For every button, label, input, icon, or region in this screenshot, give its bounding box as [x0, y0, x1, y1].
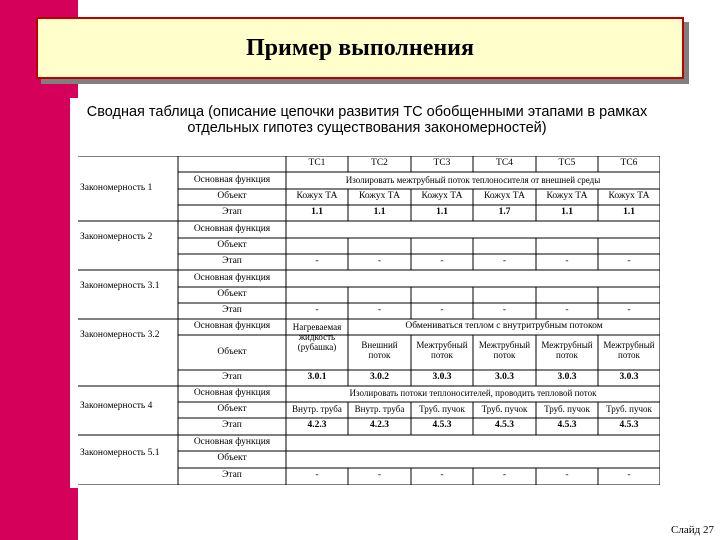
row-label-function: Основная функция [193, 224, 271, 234]
law32-object [536, 340, 598, 360]
law32-object [286, 322, 348, 352]
law2-stage: - [502, 256, 507, 266]
law32-object-line: поток [618, 350, 640, 360]
law32-object-line: Внешний [361, 340, 398, 350]
law2-stage: - [565, 256, 569, 266]
law2-stage: - [440, 256, 444, 266]
law51-stage: - [565, 470, 569, 480]
law32-object-line: Межтрубный [603, 340, 655, 350]
column-header: ТС1 [308, 158, 326, 168]
law-label: Закономерность 3.2 [80, 330, 160, 340]
law4-stage: 4.2.3 [307, 420, 327, 430]
law32-stage: 3.0.3 [619, 372, 639, 382]
law32-object [473, 340, 536, 360]
row-label-function: Основная функция [193, 321, 271, 331]
row-label-function: Основная функция [193, 437, 271, 447]
row-label-stage: Этап [222, 420, 242, 430]
law31-stage: - [377, 305, 382, 315]
law32-function: Обмениваться теплом с внутритрубным потоком [405, 321, 603, 331]
law-label: Закономерность 5.1 [80, 448, 160, 458]
law31-stage: - [627, 305, 631, 315]
law1-stage: 1.1 [311, 207, 323, 217]
law4-stage: 4.2.3 [370, 420, 389, 430]
slide-number: Слайд 27 [671, 524, 714, 536]
row-label-function: Основная функция [193, 388, 271, 398]
law1-stage: 1.1 [561, 207, 573, 217]
law1-object: Кожух ТА [608, 191, 650, 201]
law1-object: Кожух ТА [358, 191, 400, 201]
law1-stage: 1.7 [498, 207, 511, 217]
row-label-object: Объект [217, 453, 247, 463]
row-label-stage: Этап [222, 305, 242, 315]
row-label-object: Объект [217, 404, 247, 414]
law4-object: Труб. пучок [419, 404, 465, 414]
column-header: ТС4 [496, 158, 513, 168]
law2-stage: - [627, 256, 631, 266]
row-label-stage: Этап [222, 256, 242, 266]
law32-object-line: поток [431, 350, 453, 360]
document-title-line1: Сводная таблица (описание цепочки развития ТС обобщенными этапами в рамках [86, 104, 648, 120]
row-label-stage: Этап [222, 470, 242, 480]
row-label-object: Объект [217, 240, 247, 250]
law31-stage: - [565, 305, 569, 315]
law1-function: Изолировать межтрубный поток теплоносителя от внешней среды [345, 175, 601, 185]
law32-object-line: поток [556, 350, 578, 360]
title-box [36, 17, 684, 79]
law32-object [348, 340, 411, 360]
law32-object-line: Нагреваемая [292, 322, 342, 332]
law4-stage: 4.5.3 [619, 420, 639, 430]
law32-object-line: (рубашка) [297, 342, 337, 352]
row-label-object: Объект [217, 191, 247, 201]
law32-object-line: Межтрубный [541, 340, 593, 350]
law32-stage: 3.0.3 [432, 372, 452, 382]
law2-stage: - [315, 256, 319, 266]
law4-object: Труб. пучок [544, 404, 590, 414]
column-header: ТС3 [433, 158, 451, 168]
law32-object-line: Межтрубный [478, 340, 531, 350]
law51-stage: - [440, 470, 444, 480]
column-header: ТС5 [558, 158, 576, 168]
law32-object-line: жидкость [298, 332, 336, 342]
law51-stage: - [502, 470, 507, 480]
law32-stage: 3.0.3 [557, 372, 577, 382]
law-label: Закономерность 1 [80, 183, 153, 193]
law4-object: Внутр. труба [292, 404, 342, 414]
law32-object [411, 340, 473, 360]
row-label-stage: Этап [222, 372, 242, 382]
left-accent-bar [0, 0, 78, 540]
row-label-object: Объект [217, 347, 247, 357]
law-label: Закономерность 2 [80, 232, 153, 242]
law51-stage: - [315, 470, 319, 480]
law32-stage: 3.0.3 [495, 372, 514, 382]
law32-object-line: Межтрубный [416, 340, 468, 350]
law31-stage: - [440, 305, 444, 315]
law1-stage: 1.1 [436, 207, 448, 217]
summary-table [78, 156, 660, 485]
law4-stage: 4.5.3 [495, 420, 514, 430]
law4-function: Изолировать потоки теплоносителей, проводить тепловой поток [349, 388, 597, 398]
law4-stage: 4.5.3 [557, 420, 577, 430]
slide-title: Пример выполнения [246, 34, 474, 61]
law4-object: Внутр. труба [354, 404, 405, 414]
row-label-function: Основная функция [193, 273, 271, 283]
law51-stage: - [627, 470, 631, 480]
law31-stage: - [502, 305, 507, 315]
law4-object: Труб. пучок [606, 404, 652, 414]
law4-object: Труб. пучок [481, 404, 528, 414]
law32-object [598, 340, 660, 360]
law32-stage: 3.0.1 [307, 372, 327, 382]
law1-stage: 1.1 [373, 207, 386, 217]
law-label: Закономерность 3.1 [80, 281, 160, 291]
law1-object: Кожух ТА [421, 191, 463, 201]
law1-object: Кожух ТА [546, 191, 588, 201]
law32-object-line: поток [493, 350, 516, 360]
column-header: ТС6 [620, 158, 638, 168]
law32-stage: 3.0.2 [370, 372, 389, 382]
law1-object: Кожух ТА [483, 191, 525, 201]
law2-stage: - [377, 256, 382, 266]
summary-document [70, 98, 664, 488]
law-label: Закономерность 4 [80, 401, 153, 411]
law32-object-line: поток [368, 350, 391, 360]
law1-stage: 1.1 [623, 207, 635, 217]
law1-object: Кожух ТА [296, 191, 338, 201]
row-label-stage: Этап [222, 207, 242, 217]
law4-stage: 4.5.3 [432, 420, 452, 430]
column-header: ТС2 [371, 158, 388, 168]
row-label-object: Объект [217, 289, 247, 299]
law51-stage: - [377, 470, 382, 480]
law31-stage: - [315, 305, 319, 315]
row-label-function: Основная функция [193, 175, 271, 185]
document-title-line2: отдельных гипотез существования закономерностей) [187, 120, 547, 136]
document-title [70, 104, 664, 136]
